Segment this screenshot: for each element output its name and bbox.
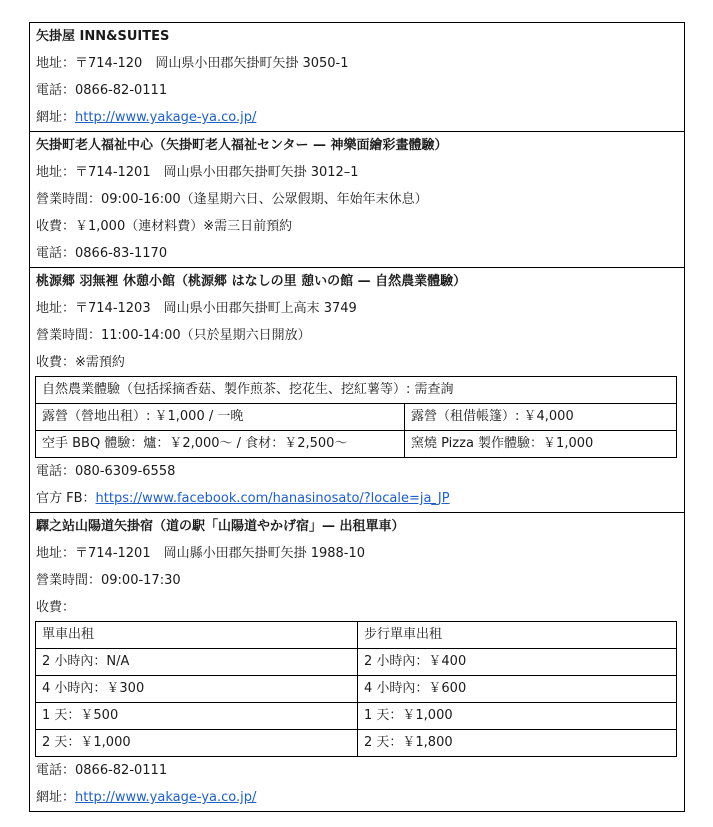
- table-cell: 4 小時內：￥600: [358, 676, 677, 703]
- section-hanashi-no-sato: [30, 267, 684, 512]
- phone: 電話：0866-82-0111: [36, 763, 168, 778]
- facebook-link[interactable]: https://www.facebook.com/hanasinosato/?locale=ja_JP: [95, 491, 450, 506]
- document-frame: [29, 22, 685, 812]
- section-yakageya-inn: [30, 23, 684, 131]
- section-title: 矢掛町老人福祉中心（矢掛町老人福祉センター — 神樂面繪彩畫體驗）: [36, 138, 448, 153]
- table-row: [36, 703, 677, 730]
- phone: 電話：0866-82-0111: [36, 83, 168, 98]
- table-cell: 4 小時內：￥300: [36, 676, 358, 703]
- table-cell: 2 天：￥1,800: [358, 730, 677, 757]
- address: 地址：〒714-1203 岡山県小田郡矢掛町上高末 3749: [36, 301, 357, 316]
- fee: 收費：￥1,000（連材料費）※需三日前預約: [36, 219, 293, 234]
- business-hours: 營業時間：09:00-16:00（逢星期六日、公眾假期、年始年末休息）: [36, 192, 428, 207]
- business-hours: 營業時間：09:00-17:30: [36, 573, 181, 588]
- business-hours: 營業時間：11:00-14:00（只於星期六日開放）: [36, 328, 311, 343]
- facebook-row: [36, 485, 684, 512]
- table-cell: 2 天：￥1,000: [36, 730, 358, 757]
- table-header: 單車出租: [36, 622, 358, 649]
- section-michi-no-eki: [30, 512, 684, 811]
- table-cell: 1 天：￥1,000: [358, 703, 677, 730]
- website-label: 網址：: [36, 790, 76, 805]
- table-row: [36, 730, 677, 757]
- section-title: 桃源郷 羽無裡 休憩小館（桃源郷 はなしの里 憩いの館 — 自然農業體驗）: [36, 274, 467, 289]
- website-row: [36, 784, 684, 811]
- section-title: 驛之站山陽道矢掛宿（道の駅「山陽道やかげ宿」— 出租單車）: [36, 519, 405, 534]
- phone: 電話：080-6309-6558: [36, 464, 176, 479]
- address: 地址：〒714-1201 岡山県小田郡矢掛町矢掛 3012–1: [36, 165, 359, 180]
- fee-table: [35, 376, 677, 458]
- bike-rental-table: [35, 621, 677, 757]
- table-header-row: [36, 622, 677, 649]
- table-cell: 空手 BBQ 體驗：爐：￥2,000～ / 食材：￥2,500～: [36, 431, 405, 458]
- table-cell: 2 小時內：N/A: [36, 649, 358, 676]
- address: 地址：〒714-120 岡山県小田郡矢掛町矢掛 3050-1: [36, 56, 349, 71]
- table-cell: 露營（租借帳篷）: ￥4,000: [405, 404, 677, 431]
- fee: 收費：※需預約: [36, 355, 125, 370]
- table-cell: 2 小時內：￥400: [358, 649, 677, 676]
- section-title: 矢掛屋 INN&SUITES: [36, 29, 170, 44]
- website-link[interactable]: http://www.yakage-ya.co.jp/: [75, 110, 257, 125]
- table-cell: 窯燒 Pizza 製作體驗：￥1,000: [405, 431, 677, 458]
- fee: 收費：: [36, 600, 76, 615]
- table-row: [36, 431, 677, 458]
- address: 地址：〒714-1201 岡山縣小田郡矢掛町矢掛 1988-10: [36, 546, 366, 561]
- website-row: [36, 104, 684, 131]
- table-row: [36, 377, 677, 404]
- phone: 電話：0866-83-1170: [36, 246, 168, 261]
- website-label: 網址：: [36, 110, 76, 125]
- table-header: 步行單車出租: [358, 622, 677, 649]
- table-cell: 露營（營地出租）: ￥1,000 / 一晚: [36, 404, 405, 431]
- table-row: [36, 676, 677, 703]
- section-elderly-welfare-center: [30, 131, 684, 267]
- facebook-label: 官方 FB：: [36, 491, 96, 506]
- table-row: [36, 649, 677, 676]
- website-link[interactable]: http://www.yakage-ya.co.jp/: [75, 790, 257, 805]
- table-cell: 自然農業體驗（包括採摘香菇、製作煎茶、挖花生、挖紅薯等）: 需查詢: [36, 377, 677, 404]
- table-row: [36, 404, 677, 431]
- table-cell: 1 天：￥500: [36, 703, 358, 730]
